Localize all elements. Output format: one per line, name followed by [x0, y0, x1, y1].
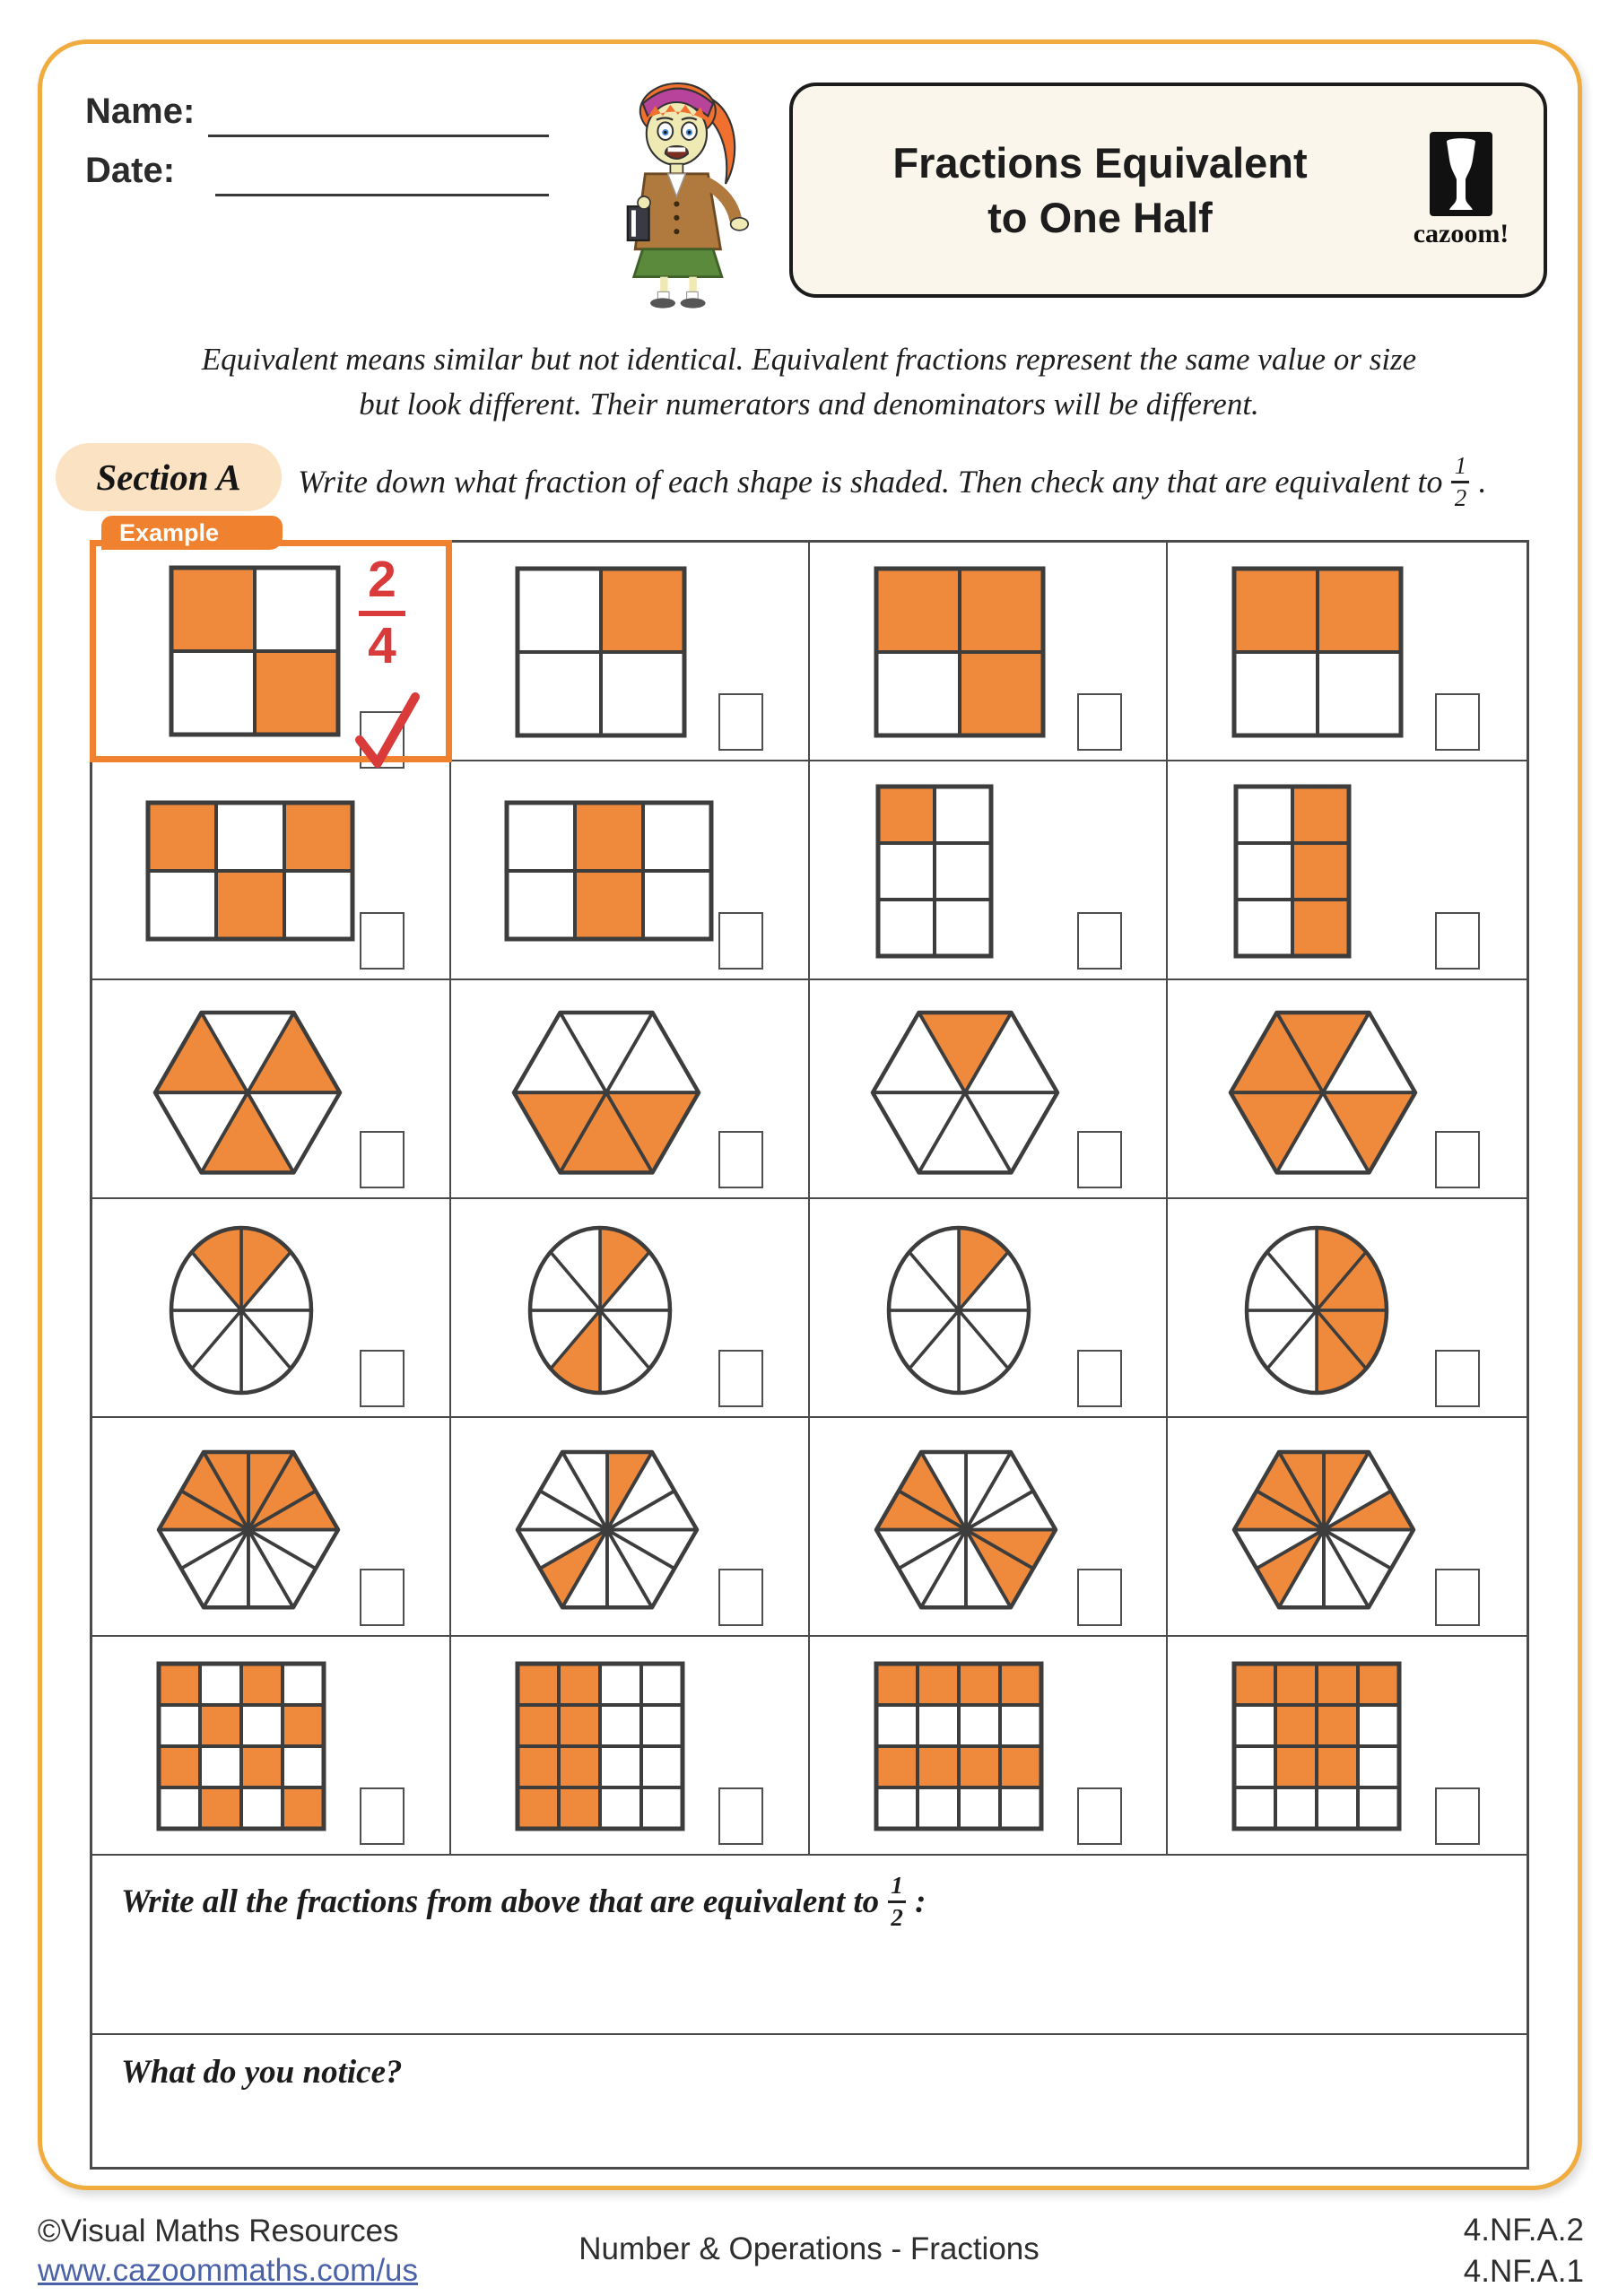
answer-checkbox[interactable]	[1435, 1131, 1480, 1188]
fraction-cell	[810, 1637, 1169, 1856]
page-title: Fractions Equivalent to One Half	[892, 138, 1308, 241]
section-a-instruction: Write down what fraction of each shape is shaded. Then check any that are equivalent to $\frac{1}{2}$ .	[298, 452, 1487, 511]
write-fractions-row[interactable]: Write all the fractions from above that are equivalent to $\frac{1}{2}$ :	[92, 1856, 1527, 2035]
fraction-cell	[810, 1418, 1169, 1637]
answer-checkbox[interactable]	[1435, 1569, 1480, 1626]
fraction-shape-hex6	[867, 1007, 1063, 1183]
answer-checkbox[interactable]	[360, 1787, 404, 1845]
fraction-cell	[451, 1199, 810, 1418]
fraction-cell	[1168, 1637, 1527, 1856]
example-tab-label: Example	[101, 516, 283, 550]
answer-checkbox[interactable]	[360, 1569, 404, 1626]
date-input-line[interactable]	[215, 194, 549, 196]
name-input-line[interactable]	[208, 135, 549, 137]
fraction-cell	[810, 980, 1169, 1199]
cazoom-logo-text: cazoom!	[1413, 219, 1509, 248]
fraction-cell	[92, 1199, 451, 1418]
answer-checkbox[interactable]	[1435, 1787, 1480, 1845]
one-half-fraction: $\frac{1}{2}$	[1451, 454, 1469, 510]
fraction-shape-r2x3	[1232, 783, 1353, 964]
answer-checkbox[interactable]	[1077, 693, 1122, 751]
fraction-cell	[810, 543, 1169, 761]
fraction-cell	[1168, 980, 1527, 1199]
fraction-cell	[92, 761, 451, 980]
answer-checkbox[interactable]	[360, 1350, 404, 1407]
fraction-cell	[92, 980, 451, 1199]
cazoom-logo	[1398, 131, 1524, 249]
fraction-shape-hex12	[1229, 1447, 1419, 1618]
cazoom-logo-icon	[1429, 131, 1493, 217]
fraction-shape-r2x3	[874, 783, 995, 964]
fraction-shape-hex12	[153, 1447, 344, 1618]
standard-2: 4.NF.A.1	[1463, 2253, 1584, 2289]
answer-checkbox[interactable]	[718, 1569, 763, 1626]
fraction-shape-sq4	[873, 1660, 1045, 1837]
answer-checkbox[interactable]	[718, 1787, 763, 1845]
fraction-cell	[1168, 543, 1527, 761]
answer-checkbox[interactable]	[360, 912, 404, 970]
fraction-shape-r3x2	[144, 799, 356, 947]
example-cell	[92, 518, 451, 761]
answer-checkbox[interactable]	[1435, 693, 1480, 751]
fraction-cell	[810, 761, 1169, 980]
fraction-shape-hex6	[1225, 1007, 1421, 1183]
what-do-you-notice-row[interactable]: What do you notice?	[121, 2054, 403, 2091]
title-box	[789, 83, 1547, 298]
fraction-shape-sq4	[514, 1660, 686, 1837]
standard-1: 4.NF.A.2	[1463, 2213, 1584, 2248]
name-label: Name:	[85, 91, 196, 131]
fraction-shape-sq4	[1231, 1660, 1403, 1837]
fraction-cell	[1168, 761, 1527, 980]
fraction-shape-sq4	[155, 1660, 327, 1837]
fraction-cell	[451, 980, 810, 1199]
fraction-cell	[451, 1418, 810, 1637]
fraction-shape-circle8	[1241, 1222, 1392, 1403]
copyright-text: ©Visual Maths Resources	[38, 2213, 399, 2248]
fraction-cell	[1168, 1199, 1527, 1418]
section-a-pill	[56, 443, 282, 511]
answer-checkbox[interactable]	[718, 693, 763, 751]
fraction-cell	[451, 1637, 810, 1856]
answer-checkbox[interactable]	[1435, 912, 1480, 970]
fraction-shape-sq2	[873, 565, 1047, 744]
footer-standards	[1464, 2210, 1584, 2292]
answer-checkbox[interactable]	[1077, 1787, 1122, 1845]
mascot-illustration	[587, 54, 776, 314]
fraction-shape-r3x2	[503, 799, 715, 947]
answer-checkbox[interactable]	[1077, 912, 1122, 970]
fraction-grid-table	[90, 518, 1529, 2170]
fraction-shape-circle8	[166, 1222, 317, 1403]
fraction-cell	[451, 543, 810, 761]
cazoom-url-link[interactable]: www.cazoommaths.com/us	[38, 2252, 419, 2288]
fraction-shape-hex6	[509, 1007, 704, 1183]
red-check-icon	[347, 684, 426, 778]
fraction-shape-circle8	[525, 1222, 675, 1403]
fraction-cell	[810, 1199, 1169, 1418]
fraction-cell	[92, 1637, 451, 1856]
date-label: Date:	[85, 151, 176, 190]
answer-checkbox[interactable]	[718, 1131, 763, 1188]
answer-checkbox[interactable]	[1435, 1350, 1480, 1407]
fraction-cell	[451, 761, 810, 980]
fraction-shape-sq2	[514, 565, 688, 744]
fraction-shape-hex6	[150, 1007, 345, 1183]
fraction-shape-hex12	[512, 1447, 702, 1618]
fraction-cell	[1168, 1418, 1527, 1637]
answer-checkbox[interactable]	[360, 1131, 404, 1188]
answer-checkbox[interactable]	[1077, 1131, 1122, 1188]
fraction-shape-sq2	[1231, 565, 1405, 744]
one-half-fraction: $\frac{1}{2}$	[888, 1874, 906, 1930]
answer-checkbox[interactable]	[1077, 1569, 1122, 1626]
intro-text: Equivalent means similar but not identical. Equivalent fractions represent the same value or size but look different. Their numerators and denominators will be different.	[201, 342, 1417, 422]
example-fraction-answer: 2 4	[351, 553, 413, 674]
fraction-shape-circle8	[883, 1222, 1034, 1403]
answer-checkbox[interactable]	[718, 912, 763, 970]
fraction-cell	[92, 1418, 451, 1637]
fraction-shape-hex12	[871, 1447, 1061, 1618]
fraction-shape-sq2	[168, 564, 342, 743]
answer-checkbox[interactable]	[718, 1350, 763, 1407]
section-a-label: Section A	[96, 457, 241, 498]
footer-topic: Number & Operations - Fractions	[578, 2231, 1040, 2266]
answer-checkbox[interactable]	[1077, 1350, 1122, 1407]
